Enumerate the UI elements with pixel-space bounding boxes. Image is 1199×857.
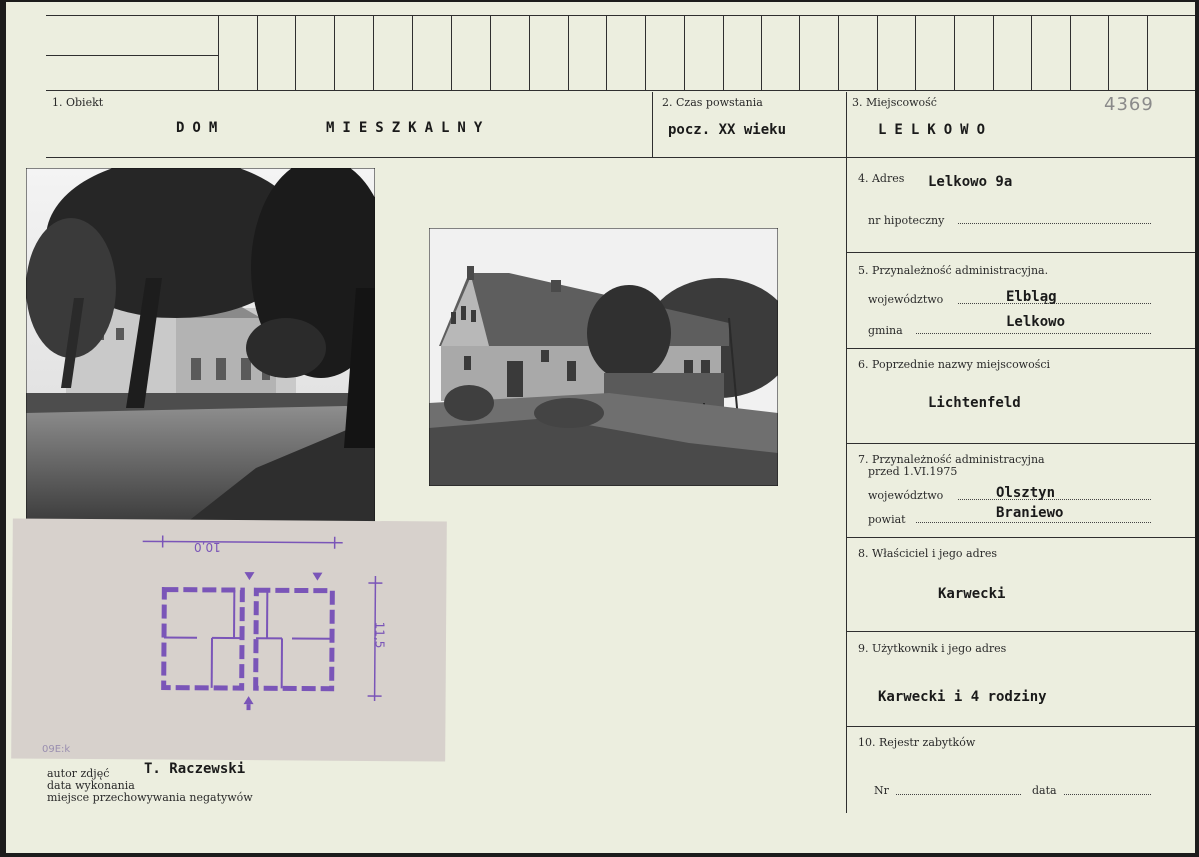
wojewodztwo-value: Elbląg [1006, 289, 1057, 305]
czas-value: pocz. XX wieku [668, 122, 787, 138]
header-grid-rule [1108, 15, 1109, 91]
header-grid-rule [645, 15, 646, 91]
plan-corner-note: 09E:k [42, 744, 71, 755]
poprzednie-value: Lichtenfeld [928, 395, 1021, 411]
plan-height-label: 11,5 [372, 621, 387, 649]
miejsce-label: miejsce przechowywania negatywów [47, 791, 253, 804]
row1-divider-2 [846, 92, 847, 157]
header-grid-rule [529, 15, 530, 91]
adres-value: Lelkowo 9a [928, 174, 1013, 190]
inventory-card [6, 2, 1195, 853]
header-grid-rule [1070, 15, 1071, 91]
header-grid-rule [761, 15, 762, 91]
photo-house [429, 228, 778, 486]
gmina-line [916, 333, 1151, 334]
header-grid-rule [954, 15, 955, 91]
header-grid-rule [606, 15, 607, 91]
powiat-value: Braniewo [996, 505, 1064, 521]
header-grid-rule [877, 15, 878, 91]
header-grid-rule [334, 15, 335, 91]
row1-divider-1 [652, 92, 653, 157]
poprzednie-label: 6. Poprzednie nazwy miejscowości [858, 358, 1051, 371]
powiat-label: powiat [868, 513, 906, 526]
miejscowosc-value: LELKOWO [878, 122, 994, 138]
header-grid-rule [295, 15, 296, 91]
plan-width-label: 10,0 [194, 540, 221, 554]
header-grid-rule [915, 15, 916, 91]
header-grid-rule [838, 15, 839, 91]
autor-label: autor zdjęć [47, 767, 110, 780]
gmina-label: gmina [868, 324, 903, 337]
uzytkownik-value: Karwecki i 4 rodziny [878, 689, 1047, 705]
gmina-value: Lelkowo [1006, 314, 1066, 330]
rejestr-nr-line [896, 794, 1021, 795]
header-grid-rule [684, 15, 685, 91]
header-grid-rule [1147, 15, 1148, 91]
wlasciciel-label: 8. Właściciel i jego adres [858, 547, 998, 560]
przynaleznosc-1975-label: 7. Przynależność administracyjna [858, 453, 1045, 466]
autor-value: T. Raczewski [144, 761, 246, 777]
photo-street [26, 168, 375, 523]
header-grid-rule [257, 15, 258, 91]
obiekt-value-dom: DOM [176, 120, 226, 136]
rejestr-nr-label: Nr [874, 784, 889, 797]
uzytkownik-bottom-rule [846, 726, 1195, 727]
header-grid-rule [373, 15, 374, 91]
rejestr-label: 10. Rejestr zabytków [858, 736, 976, 749]
card-number: 4369 [1104, 94, 1154, 115]
wojewodztwo-1975-value: Olsztyn [996, 485, 1056, 501]
rejestr-data-line [1064, 794, 1151, 795]
obiekt-value-mieszkalny: MIESZKALNY [326, 120, 491, 136]
przynaleznosc-1975-bottom-rule [846, 537, 1195, 538]
hipoteczny-label: nr hipoteczny [868, 214, 945, 227]
przynaleznosc-bottom-rule [846, 348, 1195, 349]
adres-bottom-rule [846, 252, 1195, 253]
rejestr-data-label: data [1032, 784, 1057, 797]
header-grid-rule [799, 15, 800, 91]
obiekt-label: 1. Obiekt [52, 96, 104, 109]
miejscowosc-label: 3. Miejscowość [852, 96, 937, 109]
header-grid-rule [723, 15, 724, 91]
row1-bottom-rule [46, 157, 1195, 158]
header-grid-rule [490, 15, 491, 91]
hipoteczny-line [958, 223, 1151, 224]
przynaleznosc-1975-date: przed 1.VI.1975 [868, 465, 958, 478]
header-grid-rule [451, 15, 452, 91]
wlasciciel-value: Karwecki [938, 586, 1006, 602]
poprzednie-bottom-rule [846, 443, 1195, 444]
czas-label: 2. Czas powstania [662, 96, 763, 109]
header-grid-rule [218, 15, 219, 91]
wojewodztwo-1975-label: województwo [868, 489, 944, 502]
wlasciciel-bottom-rule [846, 631, 1195, 632]
powiat-line [916, 522, 1151, 523]
header-grid-rule [1031, 15, 1032, 91]
wojewodztwo-label: województwo [868, 293, 944, 306]
przynaleznosc-label: 5. Przynależność administracyjna. [858, 264, 1049, 277]
data-wykonania-label: data wykonania [47, 779, 135, 792]
header-grid-rule [993, 15, 994, 91]
right-column-divider [846, 157, 847, 813]
adres-label: 4. Adres [858, 172, 905, 185]
header-left-rule [46, 55, 218, 56]
uzytkownik-label: 9. Użytkownik i jego adres [858, 642, 1007, 655]
header-grid-rule [412, 15, 413, 91]
header-grid-rule [568, 15, 569, 91]
